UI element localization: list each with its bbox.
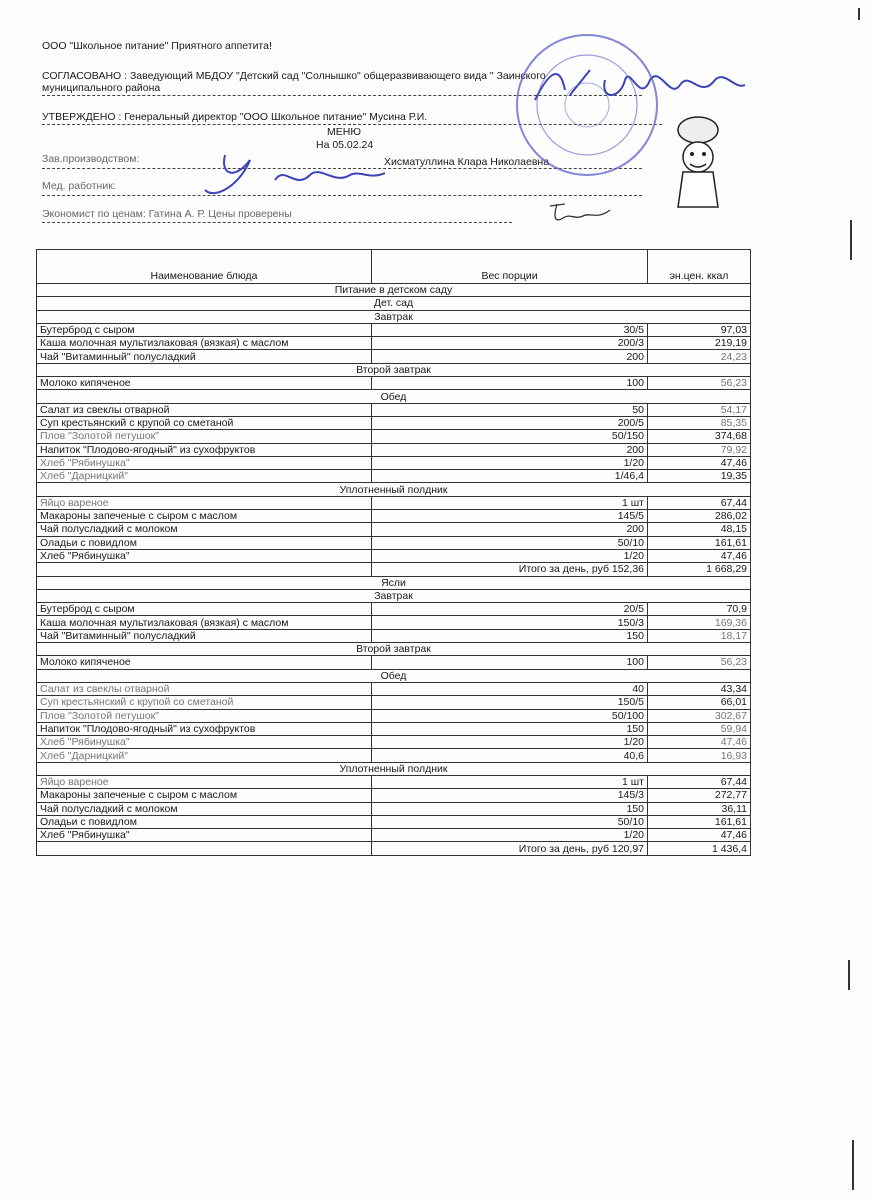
portion: 50/10 bbox=[372, 536, 648, 549]
dish-name: Оладьи с повидлом bbox=[37, 536, 372, 549]
meal-row bbox=[37, 390, 751, 403]
portion: 200 bbox=[372, 523, 648, 536]
table-row bbox=[37, 496, 751, 509]
table-row bbox=[37, 829, 751, 842]
total-kcal: 1 436,4 bbox=[648, 842, 751, 855]
table-row bbox=[37, 749, 751, 762]
portion: 30/5 bbox=[372, 323, 648, 336]
section-row bbox=[37, 284, 751, 297]
dish-name: Суп крестьянский с крупой со сметаной bbox=[37, 416, 372, 429]
table-row bbox=[37, 456, 751, 469]
table-row bbox=[37, 616, 751, 629]
portion: 40 bbox=[372, 682, 648, 695]
table-row bbox=[37, 722, 751, 735]
meal-title: Второй завтрак bbox=[37, 363, 751, 376]
portion: 50 bbox=[372, 403, 648, 416]
portion: 150 bbox=[372, 629, 648, 642]
menu-date: На 05.02.24 bbox=[316, 139, 374, 151]
dish-name: Напиток "Плодово-ягодный" из сухофруктов bbox=[37, 722, 372, 735]
menu-table bbox=[36, 249, 751, 856]
economist-underline bbox=[42, 222, 512, 223]
kcal: 169,36 bbox=[648, 616, 751, 629]
dish-name: Суп крестьянский с крупой со сметаной bbox=[37, 696, 372, 709]
kcal: 47,46 bbox=[648, 829, 751, 842]
portion: 1/20 bbox=[372, 456, 648, 469]
table-row bbox=[37, 536, 751, 549]
kcal: 48,15 bbox=[648, 523, 751, 536]
table-row bbox=[37, 789, 751, 802]
table-row bbox=[37, 377, 751, 390]
portion: 200 bbox=[372, 350, 648, 363]
table-row bbox=[37, 549, 751, 562]
kcal: 47,46 bbox=[648, 456, 751, 469]
portion: 1/20 bbox=[372, 549, 648, 562]
kcal: 16,93 bbox=[648, 749, 751, 762]
portion: 20/5 bbox=[372, 603, 648, 616]
kcal: 47,46 bbox=[648, 736, 751, 749]
section-nursery: Ясли bbox=[37, 576, 751, 589]
kcal: 219,19 bbox=[648, 337, 751, 350]
kcal: 19,35 bbox=[648, 470, 751, 483]
section-row bbox=[37, 576, 751, 589]
kcal: 43,34 bbox=[648, 682, 751, 695]
header-portion: Вес порции bbox=[372, 250, 648, 284]
portion: 150/5 bbox=[372, 696, 648, 709]
table-row bbox=[37, 350, 751, 363]
portion: 50/150 bbox=[372, 430, 648, 443]
portion: 1 шт bbox=[372, 496, 648, 509]
dish-name: Хлеб "Рябинушка" bbox=[37, 456, 372, 469]
table-row bbox=[37, 430, 751, 443]
kcal: 59,94 bbox=[648, 722, 751, 735]
dish-name: Хлеб "Рябинушка" bbox=[37, 829, 372, 842]
portion: 150 bbox=[372, 802, 648, 815]
dish-name: Бутерброд с сыром bbox=[37, 603, 372, 616]
kcal: 70,9 bbox=[648, 603, 751, 616]
meal-title: Обед bbox=[37, 390, 751, 403]
table-row bbox=[37, 510, 751, 523]
table-row bbox=[37, 470, 751, 483]
table-row bbox=[37, 337, 751, 350]
meal-title: Второй завтрак bbox=[37, 643, 751, 656]
portion: 150 bbox=[372, 722, 648, 735]
dish-name: Чай "Витаминный" полусладкий bbox=[37, 350, 372, 363]
table-header-row bbox=[37, 250, 751, 284]
dish-name: Плов "Золотой петушок" bbox=[37, 709, 372, 722]
dish-name: Молоко кипяченое bbox=[37, 377, 372, 390]
total-label: Итого за день, руб 120,97 bbox=[372, 842, 648, 855]
meal-row bbox=[37, 762, 751, 775]
org-name: ООО "Школьное питание" Приятного аппетита! bbox=[42, 40, 272, 52]
portion: 100 bbox=[372, 656, 648, 669]
total-row bbox=[37, 563, 751, 576]
dish-name: Каша молочная мультизлаковая (вязкая) с маслом bbox=[37, 616, 372, 629]
kcal: 47,46 bbox=[648, 549, 751, 562]
table-row bbox=[37, 523, 751, 536]
dish-name: Макароны запеченые с сыром с маслом bbox=[37, 510, 372, 523]
economist-line: Экономист по ценам: Гатина А. Р. Цены проверены bbox=[42, 208, 292, 220]
portion: 100 bbox=[372, 377, 648, 390]
med-label: Мед. работник: bbox=[42, 180, 116, 192]
section-kindergarten: Питание в детском саду bbox=[37, 284, 751, 297]
portion: 145/5 bbox=[372, 510, 648, 523]
meal-row bbox=[37, 483, 751, 496]
dish-name: Яйцо вареное bbox=[37, 496, 372, 509]
table-row bbox=[37, 815, 751, 828]
kcal: 374,68 bbox=[648, 430, 751, 443]
table-row bbox=[37, 629, 751, 642]
portion: 40,6 bbox=[372, 749, 648, 762]
meal-row bbox=[37, 669, 751, 682]
portion: 145/3 bbox=[372, 789, 648, 802]
dish-name: Салат из свеклы отварной bbox=[37, 403, 372, 416]
total-blank bbox=[37, 842, 372, 855]
dish-name: Каша молочная мультизлаковая (вязкая) с маслом bbox=[37, 337, 372, 350]
meal-row bbox=[37, 363, 751, 376]
production-signature bbox=[195, 145, 395, 205]
meal-row bbox=[37, 589, 751, 602]
production-label: Зав.производством: bbox=[42, 153, 140, 165]
portion: 150/3 bbox=[372, 616, 648, 629]
table-row bbox=[37, 403, 751, 416]
meal-title: Обед bbox=[37, 669, 751, 682]
total-label: Итого за день, руб 152,36 bbox=[372, 563, 648, 576]
kcal: 79,92 bbox=[648, 443, 751, 456]
table-row bbox=[37, 775, 751, 788]
kcal: 67,44 bbox=[648, 775, 751, 788]
kcal: 66,01 bbox=[648, 696, 751, 709]
meal-row bbox=[37, 310, 751, 323]
scan-mark bbox=[858, 8, 860, 20]
portion: 1/20 bbox=[372, 829, 648, 842]
scan-mark bbox=[848, 960, 850, 990]
meal-title: Уплотненный полдник bbox=[37, 762, 751, 775]
table-row bbox=[37, 736, 751, 749]
scan-mark bbox=[852, 1140, 854, 1190]
kcal: 97,03 bbox=[648, 323, 751, 336]
kcal: 272,77 bbox=[648, 789, 751, 802]
portion: 200/5 bbox=[372, 416, 648, 429]
section-row bbox=[37, 297, 751, 310]
dish-name: Хлеб "Дарницкий" bbox=[37, 470, 372, 483]
meal-title: Уплотненный полдник bbox=[37, 483, 751, 496]
portion: 1 шт bbox=[372, 775, 648, 788]
header-dish: Наименование блюда bbox=[37, 250, 372, 284]
table-row bbox=[37, 709, 751, 722]
approved-line: УТВЕРЖДЕНО : Генеральный директор "ООО Школьное питание" Мусина Р.И. bbox=[42, 111, 428, 123]
meal-title: Завтрак bbox=[37, 589, 751, 602]
total-blank bbox=[37, 563, 372, 576]
dish-name: Салат из свеклы отварной bbox=[37, 682, 372, 695]
total-kcal: 1 668,29 bbox=[648, 563, 751, 576]
round-seal-stamp-icon bbox=[512, 30, 662, 180]
table-row bbox=[37, 603, 751, 616]
dish-name: Напиток "Плодово-ягодный" из сухофруктов bbox=[37, 443, 372, 456]
dish-name: Молоко кипяченое bbox=[37, 656, 372, 669]
kcal: 54,17 bbox=[648, 403, 751, 416]
kcal: 18,17 bbox=[648, 629, 751, 642]
table-row bbox=[37, 696, 751, 709]
agreed-line-1: СОГЛАСОВАНО : Заведующий МБДОУ "Детский сад "Солнышко" общеразвивающего вида " Заинского bbox=[42, 70, 546, 82]
kcal: 161,61 bbox=[648, 815, 751, 828]
kcal: 302,67 bbox=[648, 709, 751, 722]
portion: 1/46,4 bbox=[372, 470, 648, 483]
section-det-sad: Дет. сад bbox=[37, 297, 751, 310]
kcal: 56,23 bbox=[648, 656, 751, 669]
dish-name: Оладьи с повидлом bbox=[37, 815, 372, 828]
portion: 50/10 bbox=[372, 815, 648, 828]
dish-name: Бутерброд с сыром bbox=[37, 323, 372, 336]
table-row bbox=[37, 416, 751, 429]
kcal: 85,35 bbox=[648, 416, 751, 429]
scan-mark bbox=[850, 220, 852, 260]
kcal: 67,44 bbox=[648, 496, 751, 509]
economist-signature bbox=[545, 198, 615, 226]
chef-logo-icon bbox=[668, 112, 728, 212]
dish-name: Макароны запеченые с сыром с маслом bbox=[37, 789, 372, 802]
kcal: 161,61 bbox=[648, 536, 751, 549]
agreed-line-2: муниципального района bbox=[42, 82, 161, 94]
portion: 200/3 bbox=[372, 337, 648, 350]
dish-name: Хлеб "Рябинушка" bbox=[37, 549, 372, 562]
dish-name: Хлеб "Рябинушка" bbox=[37, 736, 372, 749]
portion: 200 bbox=[372, 443, 648, 456]
menu-title: МЕНЮ bbox=[327, 126, 361, 138]
table-row bbox=[37, 682, 751, 695]
dish-name: Яйцо вареное bbox=[37, 775, 372, 788]
header-kcal: эн.цен. ккал bbox=[648, 250, 751, 284]
table-row bbox=[37, 802, 751, 815]
total-row bbox=[37, 842, 751, 855]
kcal: 24,23 bbox=[648, 350, 751, 363]
dish-name: Чай полусладкий с молоком bbox=[37, 523, 372, 536]
portion: 50/100 bbox=[372, 709, 648, 722]
kcal: 56,23 bbox=[648, 377, 751, 390]
table-row bbox=[37, 443, 751, 456]
meal-title: Завтрак bbox=[37, 310, 751, 323]
dish-name: Хлеб "Дарницкий" bbox=[37, 749, 372, 762]
meal-row bbox=[37, 643, 751, 656]
kcal: 36,11 bbox=[648, 802, 751, 815]
kcal: 286,02 bbox=[648, 510, 751, 523]
dish-name: Чай полусладкий с молоком bbox=[37, 802, 372, 815]
table-row bbox=[37, 656, 751, 669]
dish-name: Чай "Витаминный" полусладкий bbox=[37, 629, 372, 642]
table-row bbox=[37, 323, 751, 336]
dish-name: Плов "Золотой петушок" bbox=[37, 430, 372, 443]
production-name: Хисматуллина Клара Николаевна bbox=[384, 156, 550, 168]
portion: 1/20 bbox=[372, 736, 648, 749]
